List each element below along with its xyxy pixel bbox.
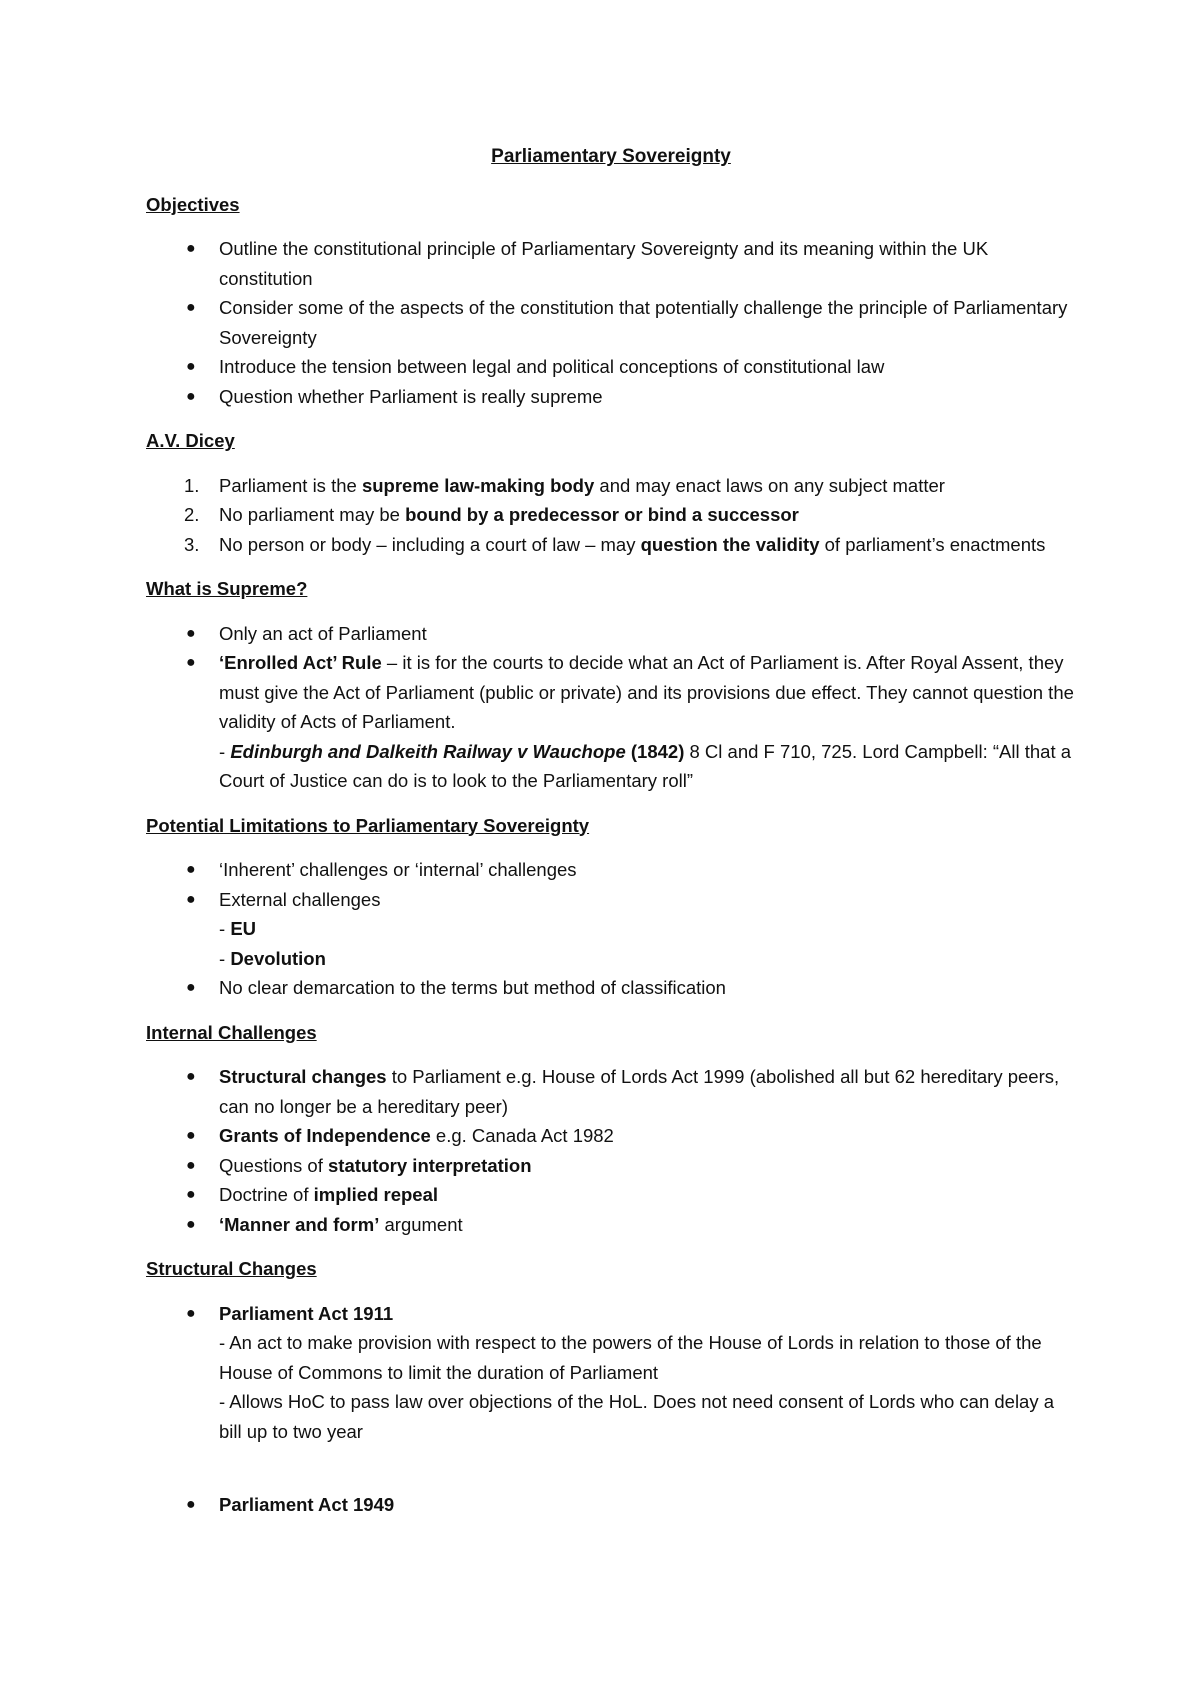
list-item: ● Introduce the tension between legal and political conceptions of constitutional law xyxy=(146,352,1076,382)
dicey-heading: A.V. Dicey xyxy=(146,430,235,451)
structural-list xyxy=(146,1299,1076,1447)
list-item: ● Questions of statutory interpretation xyxy=(146,1151,1076,1181)
list-item: ● Structural changes to Parliament e.g. House of Lords Act 1999 (abolished all but 62 hereditary peers, can no longer be a hereditary peer) xyxy=(146,1062,1076,1121)
objectives-list xyxy=(146,234,1076,411)
list-item: 1. Parliament is the supreme law-making body and may enact laws on any subject matter xyxy=(184,474,945,496)
list-item: ● ‘Enrolled Act’ Rule – it is for the courts to decide what an Act of Parliament is. After Royal Assent, they must give the Act of Parliament (public or private) and its provisions due effect. They cannot question the validity of Acts of Parliament. - Edinburgh and Dalkeith Railway v Wauchope (1842) 8 Cl and F 710, 725. Lord Campbell: “All that a Court of Justice can do is to look to the Parliamentary roll” xyxy=(146,648,1076,796)
bullet-icon: ● xyxy=(186,358,196,375)
dicey-list xyxy=(146,471,1076,560)
bullet-icon: ● xyxy=(186,1068,196,1085)
sub-item-eu: - EU xyxy=(219,918,257,939)
list-item: ● Only an act of Parliament xyxy=(146,619,1076,649)
list-item: ● ‘Inherent’ challenges or ‘internal’ challenges xyxy=(146,855,1076,885)
supreme-list xyxy=(146,619,1076,796)
bullet-icon: ● xyxy=(186,890,196,908)
bullet-icon: ● xyxy=(186,1304,196,1322)
bullet-icon: ● xyxy=(186,1156,196,1174)
internal-heading: Internal Challenges xyxy=(146,1021,317,1043)
list-item: ● Parliament Act 1949 xyxy=(146,1490,1076,1520)
bullet-icon: ● xyxy=(186,1496,196,1513)
document-page xyxy=(146,142,1076,1535)
list-item: ● Question whether Parliament is really supreme xyxy=(146,382,1076,412)
list-item: ● Outline the constitutional principle of Parliamentary Sovereignty and its meaning within the UK constitution xyxy=(146,234,1076,293)
internal-list xyxy=(146,1062,1076,1239)
case-citation: - Edinburgh and Dalkeith Railway v Wauchope (1842) 8 Cl and F 710, 725. Lord Campbell: “All that a Court of Justice can do is to look to the Parliamentary roll” xyxy=(219,740,1072,791)
list-item: ● External challenges - EU - Devolution xyxy=(146,885,1076,974)
list-item: ● No clear demarcation to the terms but method of classification xyxy=(146,973,1076,1003)
spacer xyxy=(146,1461,1076,1490)
bullet-icon: ● xyxy=(186,240,196,257)
list-item: ● Consider some of the aspects of the constitution that potentially challenge the principle of Parliamentary Sovereignty xyxy=(146,293,1076,352)
bullet-icon: ● xyxy=(186,861,196,878)
list-item: 3. No person or body – including a court of law – may question the validity of parliament’s enactments xyxy=(184,533,1046,555)
limitations-list xyxy=(146,855,1076,1003)
list-item: 2. No parliament may be bound by a predecessor or bind a successor xyxy=(184,504,799,525)
structural-heading: Structural Changes xyxy=(146,1258,317,1279)
objectives-heading: Objectives xyxy=(146,193,240,215)
bullet-icon: ● xyxy=(186,1186,196,1203)
act-1911-description: - An act to make provision with respect to the powers of the House of Lords in relation to those of the House of Commons to limit the duration of Parliament xyxy=(219,1332,1042,1383)
bullet-icon: ● xyxy=(186,1215,196,1233)
list-item: ● Grants of Independence e.g. Canada Act 1982 xyxy=(146,1121,1076,1151)
supreme-heading: What is Supreme? xyxy=(146,578,308,599)
bullet-icon: ● xyxy=(186,1127,196,1144)
list-item: ● ‘Manner and form’ argument xyxy=(146,1210,1076,1240)
bullet-icon: ● xyxy=(186,624,196,642)
act-1911-effect: - Allows HoC to pass law over objections of the HoL. Does not need consent of Lords who can delay a bill up to two year xyxy=(219,1391,1055,1442)
bullet-icon: ● xyxy=(186,387,196,405)
page-title: Parliamentary Sovereignty xyxy=(491,146,731,167)
sub-item-devolution: - Devolution xyxy=(219,947,326,969)
bullet-icon: ● xyxy=(186,979,196,996)
list-item: ● Doctrine of implied repeal xyxy=(146,1180,1076,1210)
structural-list-2 xyxy=(146,1490,1076,1520)
limitations-heading: Potential Limitations to Parliamentary Sovereignty xyxy=(146,814,590,836)
list-item: ● Parliament Act 1911 - An act to make provision with respect to the powers of the House of Lords in relation to those of the House of Commons to limit the duration of Parliament - Allows HoC to pass law over objections of the HoL. Does not need consent of Lords who can delay a bill up to two year xyxy=(146,1299,1076,1447)
bullet-icon: ● xyxy=(186,299,196,316)
bullet-icon: ● xyxy=(186,654,196,671)
